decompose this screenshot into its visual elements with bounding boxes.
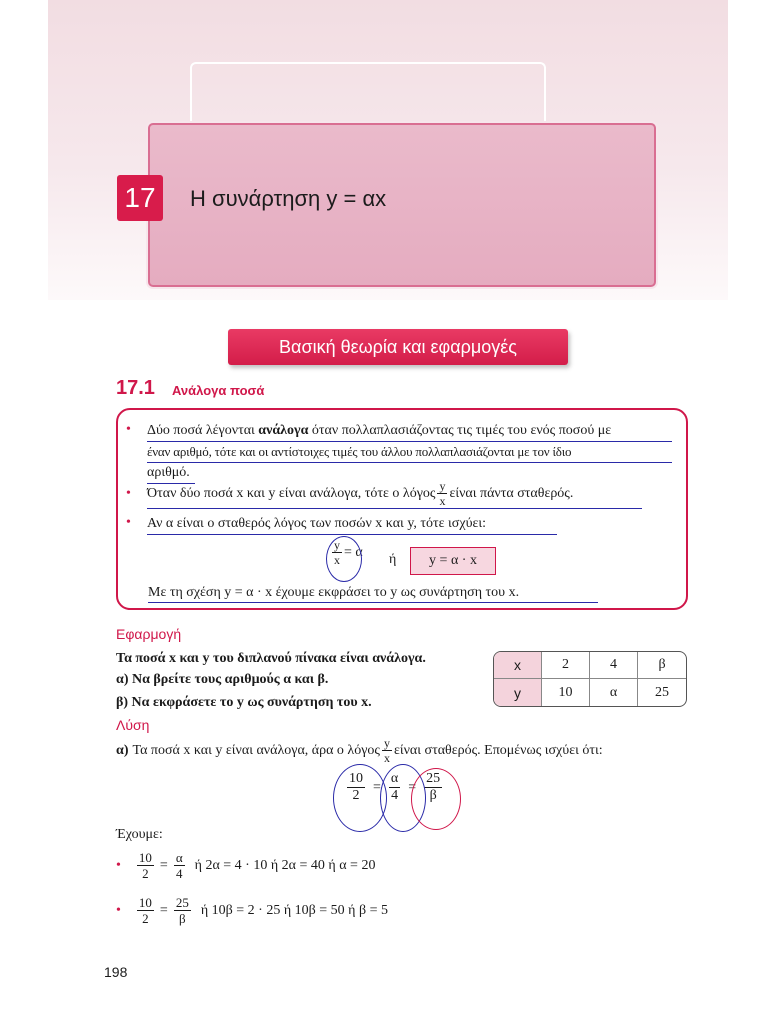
- subsection-number: 17.1: [116, 377, 155, 399]
- theory-bullet3: Αν α είναι ο σταθερός λόγος των ποσών x και y, τότε ισχύει:: [147, 516, 487, 531]
- ratio-y-over-x: $\frac{y}{x}$: [439, 479, 446, 508]
- pen-underline: [147, 441, 672, 442]
- application-question-a: α) Να βρείτε τους αριθμούς α και β.: [116, 672, 329, 687]
- fraction: $\frac{10}{2}$: [349, 771, 363, 803]
- pen-circle: [326, 536, 362, 582]
- pen-underline: [147, 534, 557, 535]
- table-header-y: y: [494, 679, 542, 706]
- solution-heading: Λύση: [116, 717, 150, 733]
- solution-row-1: • $\frac{10}{2}$ = $\frac{\alpha}{4}$ ή 2α = 4 · 10 ή 2α = 40 ή α = 20: [116, 850, 376, 881]
- table-header-x: x: [494, 652, 542, 679]
- keyword-proportional: ανάλογα: [258, 423, 309, 438]
- chapter-number: 17: [117, 175, 163, 221]
- solution-row-2: • $\frac{10}{2}$ = $\frac{25}{\beta}$ ή 10β = 2 · 25 ή 10β = 50 ή β = 5: [116, 895, 388, 926]
- application-question-b: β) Να εκφράσετε το y ως συνάρτηση του x.: [116, 695, 372, 710]
- pen-underline: [147, 462, 672, 463]
- theory-bullet1-line1: Δύο ποσά λέγονται ανάλογα όταν πολλαπλασιάζοντας τις τιμές του ενός ποσού με: [147, 423, 612, 438]
- values-table: [493, 651, 687, 707]
- section-banner: Βασική θεωρία και εφαρμογές: [228, 329, 568, 365]
- formula-ratio: $\frac{y}{x}$ = α: [334, 538, 363, 567]
- equation-chain: $\frac{10}{2}$ = $\frac{\alpha}{4}$ = $\frac{25}{\beta}$: [349, 771, 441, 803]
- pen-circle: [333, 764, 387, 832]
- pen-circle: [411, 768, 461, 830]
- pen-underline: [148, 602, 598, 603]
- have-label: Έχουμε:: [116, 827, 163, 842]
- table-cell: 4: [590, 652, 638, 679]
- solution-line: α) Τα ποσά x και y είναι ανάλογα, άρα ο λόγος $\frac{y}{x}$ είναι σταθερός. Επομένως ισχύει ότι:: [116, 736, 603, 765]
- theory-bullet1-line2: έναν αριθμό, τότε και οι αντίστοιχες τιμές του άλλου πολλαπλασιάζονται με τον ίδιο: [147, 444, 572, 459]
- table-cell: α: [590, 679, 638, 706]
- pen-underline: [147, 508, 642, 509]
- application-heading: Εφαρμογή: [116, 626, 182, 642]
- bullet-1: •: [126, 422, 131, 437]
- application-statement: Τα ποσά x και y του διπλανού πίνακα είναι ανάλογα.: [116, 651, 426, 666]
- theory-bullet2: Όταν δύο ποσά x και y είναι ανάλογα, τότε ο λόγος $\frac{y}{x}$ είναι πάντα σταθερός.: [147, 479, 574, 508]
- formula-or: ή: [389, 552, 397, 567]
- table-cell: β: [638, 652, 686, 679]
- chapter-title: Η συνάρτηση y = αx: [190, 186, 387, 211]
- bullet-2: •: [126, 486, 131, 501]
- table-cell: 25: [655, 684, 669, 700]
- relation-text: Με τη σχέση y = α · x έχουμε εκφράσει το y ως συνάρτηση του x.: [148, 585, 520, 600]
- fraction: $\frac{\alpha}{4}$: [390, 771, 399, 803]
- subsection-title: Ανάλογα ποσά: [172, 383, 265, 398]
- formula-boxed: y = α · x: [410, 547, 496, 575]
- fraction: $\frac{25}{\beta}$: [426, 771, 441, 803]
- theory-bullet1-line3: αριθμό.: [147, 465, 190, 480]
- table-cell: 2: [542, 652, 590, 679]
- table-cell: 10: [542, 679, 590, 706]
- bullet-3: •: [126, 515, 131, 530]
- page-number: 198: [104, 964, 128, 980]
